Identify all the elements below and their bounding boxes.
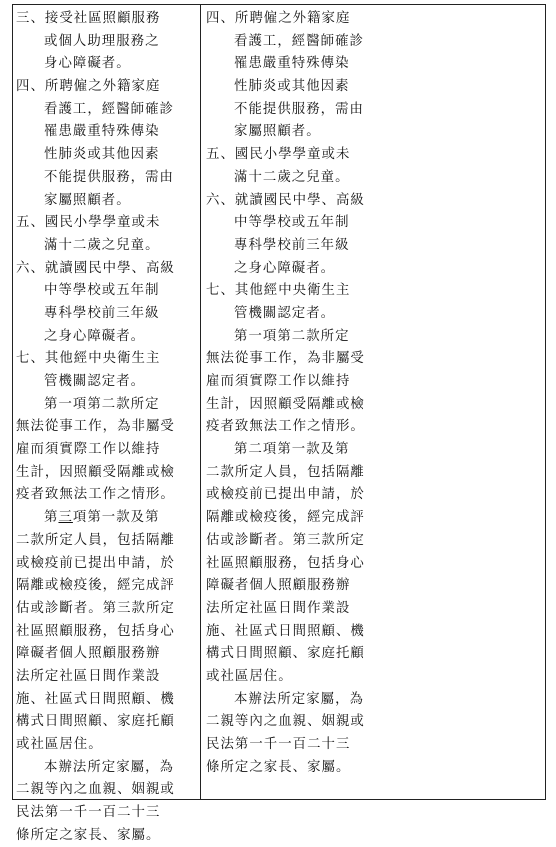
text-line: 無法從事工作，為非屬受 bbox=[16, 419, 175, 435]
text-line: 專科學校前三年級 bbox=[234, 237, 350, 253]
text-line: 社區照顧服務，包括身心 bbox=[16, 623, 175, 639]
text-line: 不能提供服務，需由 bbox=[44, 169, 174, 185]
text-line: 或檢疫前已提出申請，於 bbox=[206, 487, 365, 503]
text-line: 第二項第一款及第 bbox=[234, 442, 350, 458]
text-line: 條所定之家長、家屬。 bbox=[16, 827, 161, 843]
text-line: 無法從事工作，為非屬受 bbox=[206, 351, 365, 367]
text-line: 第一項第二款所定 bbox=[44, 396, 160, 412]
text-line: 之身心障礙者。 bbox=[234, 260, 336, 276]
text-line: 雇而須實際工作以維持 bbox=[206, 374, 351, 389]
text-line: 三、接受社區照顧服務 bbox=[16, 11, 161, 26]
text-line: 身心障礙者。 bbox=[44, 56, 131, 72]
text-line: 性肺炎或其他因素 bbox=[44, 147, 160, 163]
text-line: 障礙者個人照顧服務辦 bbox=[206, 578, 351, 594]
text-line: 二親等內之血親、姻親或 bbox=[16, 782, 175, 798]
text-line: 家屬照顧者。 bbox=[44, 192, 131, 208]
text-line: 四、所聘僱之外籍家庭 bbox=[206, 11, 351, 26]
text-line: 雇而須實際工作以維持 bbox=[16, 442, 161, 458]
text-line: 或社區居住。 bbox=[16, 737, 103, 752]
text-line: 估或診斷者。第三款所定 bbox=[16, 600, 175, 616]
text-line: 不能提供服務，需由 bbox=[234, 101, 364, 117]
text-line: 管機關認定者。 bbox=[234, 305, 336, 321]
column-divider bbox=[200, 4, 201, 800]
text-line: 本辦法所定家屬，為 bbox=[234, 691, 364, 707]
text-line: 或檢疫前已提出申請，於 bbox=[16, 555, 175, 571]
text-line: 施、社區式日間照顧、機 bbox=[206, 623, 365, 639]
text-line: 法所定社區日間作業設 bbox=[206, 600, 351, 616]
underlined-text: 三 bbox=[58, 510, 73, 526]
text-line: 四、所聘僱之外籍家庭 bbox=[16, 79, 161, 95]
text-line: 二親等內之血親、姻親或 bbox=[206, 714, 365, 730]
text-line: 疫者致無法工作之情形。 bbox=[206, 419, 365, 435]
text-line: 五、國民小學學童或未 bbox=[206, 147, 351, 163]
text-line: 罹患嚴重特殊傳染 bbox=[234, 56, 350, 72]
text-line: 之身心障礙者。 bbox=[44, 328, 146, 344]
text-line: 本辦法所定家屬，為 bbox=[44, 759, 174, 775]
text-line: 看護工，經醫師確診 bbox=[44, 101, 174, 117]
text-line: 社區照顧服務，包括身心 bbox=[206, 555, 365, 571]
text-line: 法所定社區日間作業設 bbox=[16, 668, 161, 684]
text-line: 構式日間照顧、家庭托顧 bbox=[16, 714, 175, 730]
text-line: 二款所定人員，包括隔離 bbox=[206, 464, 365, 480]
current-text-column bbox=[206, 8, 366, 779]
text-line: 構式日間照顧、家庭托顧 bbox=[206, 646, 365, 662]
text-line: 六、就讀國民中學、高級 bbox=[16, 260, 175, 276]
text-line: 七、其他經中央衛生主 bbox=[206, 283, 351, 299]
text-line: 五、國民小學學童或未 bbox=[16, 215, 161, 231]
text-line: 罹患嚴重特殊傳染 bbox=[44, 124, 160, 140]
text-line: 生計，因照顧受隔離或檢 bbox=[206, 396, 365, 412]
text-line: 二款所定人員，包括隔離 bbox=[16, 532, 175, 548]
text-line: 七、其他經中央衛生主 bbox=[16, 351, 161, 367]
text-line: 障礙者個人照顧服務辦 bbox=[16, 646, 161, 662]
text-line: 條所定之家長、家屬。 bbox=[206, 759, 351, 775]
text-line: 管機關認定者。 bbox=[44, 374, 146, 389]
text-line: 中等學校或五年制 bbox=[234, 215, 350, 231]
text-segment: 第 bbox=[44, 510, 59, 526]
text-line: 家屬照顧者。 bbox=[234, 124, 321, 140]
text-line: 施、社區式日間照顧、機 bbox=[16, 691, 175, 707]
text-line: 第一項第二款所定 bbox=[234, 328, 350, 344]
text-line: 民法第一千一百二十三 bbox=[16, 805, 161, 821]
text-line: 或個人助理服務之 bbox=[44, 33, 160, 49]
text-line: 疫者致無法工作之情形。 bbox=[16, 487, 175, 503]
text-line: 或社區居住。 bbox=[206, 668, 293, 684]
revised-text-column bbox=[16, 8, 196, 847]
text-line: 生計，因照顧受隔離或檢 bbox=[16, 464, 175, 480]
text-line: 六、就讀國民中學、高級 bbox=[206, 192, 365, 208]
text-line: 民法第一千一百二十三 bbox=[206, 737, 351, 752]
text-line: 中等學校或五年制 bbox=[44, 283, 160, 299]
text-line: 專科學校前三年級 bbox=[44, 305, 160, 321]
text-segment: 項第一款及第 bbox=[72, 510, 160, 526]
text-line: 滿十二歲之兒童。 bbox=[44, 237, 160, 253]
text-line bbox=[16, 507, 196, 530]
text-line: 看護工，經醫師確診 bbox=[234, 33, 364, 49]
text-line: 性肺炎或其他因素 bbox=[234, 79, 350, 95]
text-line: 滿十二歲之兒童。 bbox=[234, 169, 350, 185]
text-line: 隔離或檢疫後，經完成評 bbox=[16, 578, 175, 594]
text-line: 隔離或檢疫後，經完成評 bbox=[206, 510, 365, 526]
text-line: 估或診斷者。第三款所定 bbox=[206, 532, 365, 548]
